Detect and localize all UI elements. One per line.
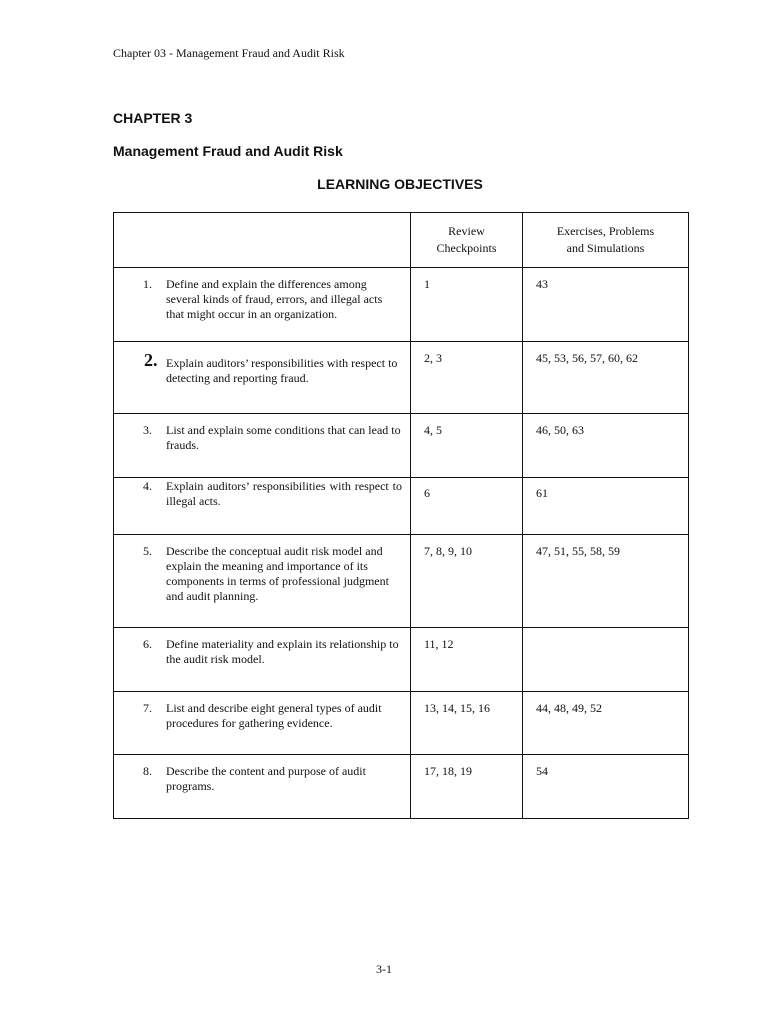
exercises-cell xyxy=(523,414,689,478)
objective-cell xyxy=(114,342,411,414)
objective-number: 3. xyxy=(143,423,152,437)
review-value: 6 xyxy=(424,486,430,500)
objective-text: Describe the content and purpose of audit programs. xyxy=(166,764,366,793)
objective-cell xyxy=(114,268,411,342)
exercises-cell xyxy=(523,268,689,342)
objective-text: Describe the conceptual audit risk model and explain the meaning and importance of its components in terms of professional judgment and audit planning. xyxy=(166,544,389,603)
table-header-row xyxy=(114,213,689,268)
review-cell xyxy=(411,414,523,478)
objective-cell xyxy=(114,478,411,535)
review-header-line1: Review xyxy=(448,224,485,238)
review-value: 4, 5 xyxy=(424,423,442,437)
objective-header-cell xyxy=(114,213,411,268)
table-row xyxy=(114,628,689,692)
chapter-number: CHAPTER 3 xyxy=(113,110,193,126)
objective-cell xyxy=(114,535,411,628)
objective-number: 5. xyxy=(143,544,152,558)
review-checkpoints-header xyxy=(411,213,523,268)
review-cell xyxy=(411,755,523,819)
review-value: 1 xyxy=(424,277,430,291)
running-header: Chapter 03 - Management Fraud and Audit Risk xyxy=(113,46,345,60)
objective-number: 1. xyxy=(143,277,152,291)
table-row xyxy=(114,755,689,819)
objective-number: 8. xyxy=(143,764,152,778)
exercises-cell xyxy=(523,535,689,628)
review-value: 17, 18, 19 xyxy=(424,764,472,778)
exercises-value: 44, 48, 49, 52 xyxy=(536,701,602,715)
exercises-value: 45, 53, 56, 57, 60, 62 xyxy=(536,351,638,365)
exercises-header xyxy=(523,213,689,268)
review-cell xyxy=(411,535,523,628)
exercises-value: 61 xyxy=(536,486,548,500)
review-cell xyxy=(411,628,523,692)
learning-objectives-table xyxy=(113,212,689,819)
review-value: 7, 8, 9, 10 xyxy=(424,544,472,558)
objective-text: Explain auditors’ responsibilities with respect to detecting and reporting fraud. xyxy=(166,356,398,385)
objective-cell xyxy=(114,755,411,819)
table-row xyxy=(114,692,689,755)
review-cell xyxy=(411,692,523,755)
table-row xyxy=(114,414,689,478)
section-heading: LEARNING OBJECTIVES xyxy=(317,176,483,192)
table-row xyxy=(114,268,689,342)
review-cell xyxy=(411,478,523,535)
objective-text: Define materiality and explain its relationship to the audit risk model. xyxy=(166,637,399,666)
exercises-cell xyxy=(523,755,689,819)
review-cell xyxy=(411,268,523,342)
objective-number: 4. xyxy=(143,479,152,493)
exercises-cell xyxy=(523,342,689,414)
table-row xyxy=(114,478,689,535)
exercises-value: 46, 50, 63 xyxy=(536,423,584,437)
exercises-value: 43 xyxy=(536,277,548,291)
objective-text: List and explain some conditions that can lead to frauds. xyxy=(166,423,401,452)
exercises-cell xyxy=(523,478,689,535)
exercises-value: 47, 51, 55, 58, 59 xyxy=(536,544,620,558)
exercises-cell xyxy=(523,692,689,755)
objective-number: 6. xyxy=(143,637,152,651)
review-header-line2: Checkpoints xyxy=(436,241,497,255)
page-number: 3-1 xyxy=(376,962,392,976)
objective-text: Explain auditors’ responsibilities with respect to illegal acts. xyxy=(166,479,402,508)
objective-number: 2. xyxy=(144,350,158,370)
objective-text: Define and explain the differences among several kinds of fraud, errors, and illegal acts that might occur in an organization. xyxy=(166,277,383,321)
objective-cell xyxy=(114,628,411,692)
objective-text: List and describe eight general types of audit procedures for gathering evidence. xyxy=(166,701,382,730)
exercises-value: 54 xyxy=(536,764,548,778)
table-row xyxy=(114,342,689,414)
chapter-title: Management Fraud and Audit Risk xyxy=(113,143,343,159)
review-value: 13, 14, 15, 16 xyxy=(424,701,490,715)
objective-cell xyxy=(114,692,411,755)
review-cell xyxy=(411,342,523,414)
review-value: 2, 3 xyxy=(424,351,442,365)
table-row xyxy=(114,535,689,628)
exercises-value xyxy=(523,628,688,637)
exercises-cell xyxy=(523,628,689,692)
objective-number: 7. xyxy=(143,701,152,715)
review-value: 11, 12 xyxy=(424,637,454,651)
exercises-header-line2: and Simulations xyxy=(566,241,645,255)
exercises-header-line1: Exercises, Problems xyxy=(556,224,655,238)
objective-cell xyxy=(114,414,411,478)
